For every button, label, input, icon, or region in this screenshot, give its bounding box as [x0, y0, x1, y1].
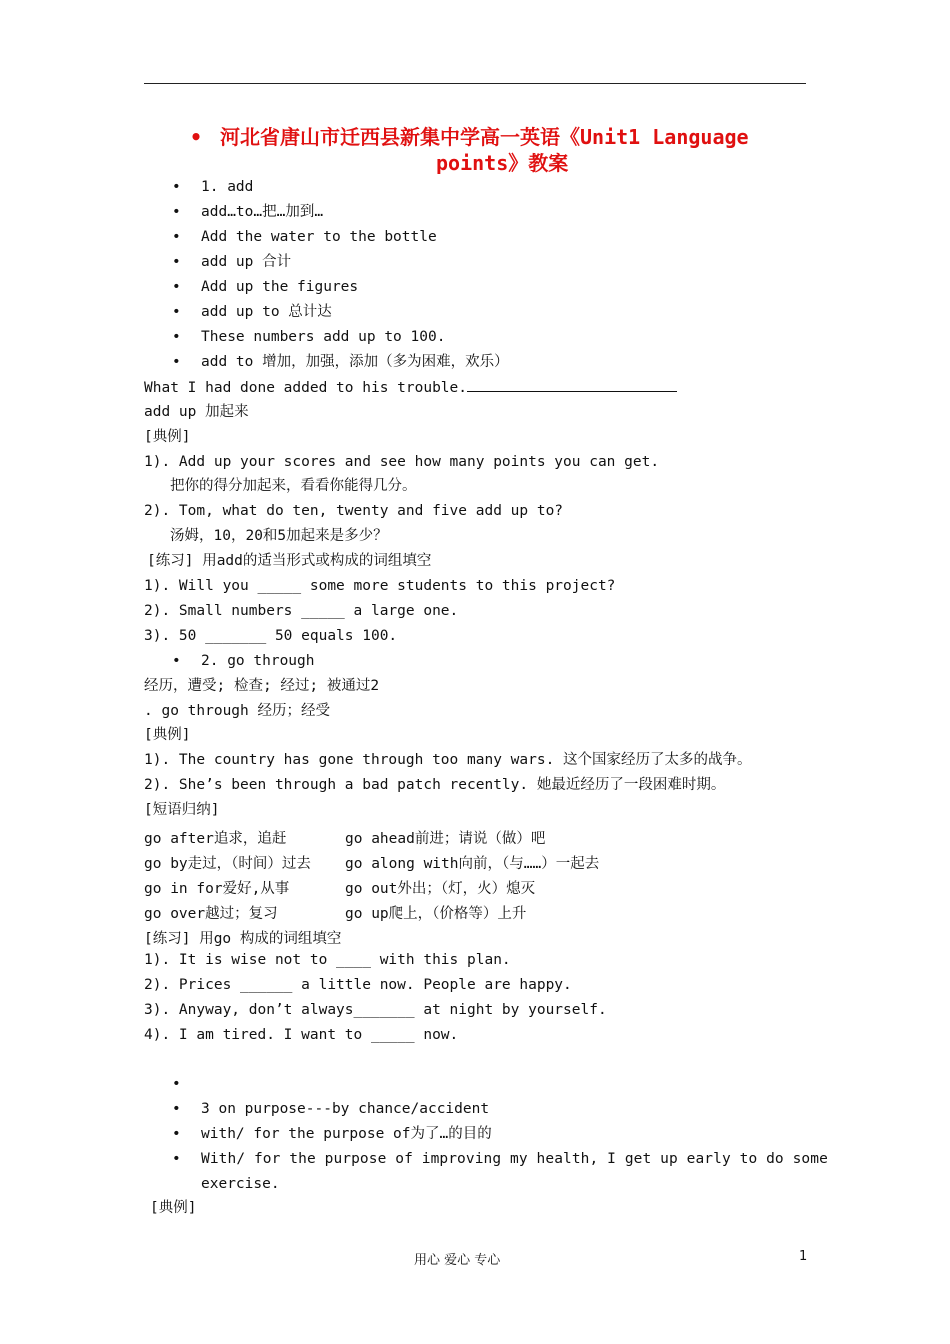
section-label: [练习] 用go 构成的词组填空	[144, 931, 342, 947]
section-label: [短语归纳]	[144, 802, 220, 818]
example-line: 2). She’s been through a bad patch recently. 她最近经历了一段困难时期。	[144, 777, 726, 793]
phrase-right: go up爬上，（价格等）上升	[345, 906, 527, 922]
phrase-right: go out外出；（灯，火）熄灭	[345, 881, 536, 897]
text-line: . go through 经历；经受	[144, 703, 330, 719]
example-en: 2). Tom, what do ten, twenty and five add up to?	[144, 503, 564, 519]
phrase-right: go along with向前，（与……）一起去	[345, 856, 600, 872]
example-zh: 汤姆，10，20和5加起来是多少？	[170, 528, 388, 544]
example-line: 1). The country has gone through too many wars. 这个国家经历了太多的战争。	[144, 752, 752, 768]
answer-blank	[467, 377, 677, 392]
phrase-left: go in for爱好,从事	[144, 881, 290, 897]
practice-item: 3). 50 _______ 50 equals 100.	[144, 628, 398, 644]
practice-item: 2). Small numbers _____ a large one.	[144, 603, 459, 619]
practice-item: 2). Prices ______ a little now. People are happy.	[144, 977, 572, 993]
practice-item: 1). Will you _____ some more students to this project?	[144, 578, 616, 594]
phrase-row	[144, 854, 600, 874]
footer-text: 用心 爱心 专心	[414, 1253, 501, 1268]
practice-item: 1). It is wise not to ____ with this plan.	[144, 952, 511, 968]
phrase-row	[144, 879, 536, 899]
phrase-row	[144, 904, 527, 924]
section-label: [典例]	[144, 727, 191, 743]
phrase-left: go over越过；复习	[144, 906, 278, 922]
title-line-1: 河北省唐山市迁西县新集中学高一英语《Unit1 Language	[220, 125, 749, 149]
text-line: add up 加起来	[144, 404, 249, 420]
title-line-2: points》教案	[436, 151, 569, 175]
section-label: [练习] 用add的适当形式或构成的词组填空	[147, 553, 432, 569]
title-bullet: •	[190, 125, 203, 149]
text-line: 经历，遭受; 检查; 经过; 被通过2	[144, 678, 380, 694]
phrase-left: go after追求，追赶	[144, 831, 287, 847]
page-number: 1	[799, 1249, 808, 1264]
practice-item: 3). Anyway, don’t always_______ at night by yourself.	[144, 1002, 607, 1018]
document-page: • 河北省唐山市迁西县新集中学高一英语《Unit1 Language points》教案 • 1. add • add…to…把…加到… • Add the water to the bottle • add up 合计 • Add up the figures • add up to 总计达 • These numbers add up to 100. • add to 增加，加强，添加（多为困难，欢乐） What I had done added to his trouble. add up 加起来 [典例] 1). Add up your scores and see how many points you can get. 把你的得分加起来，看看你能得几分。 2). Tom, what do ten, twenty and five add up to? 汤姆，10，20和5加起来是多少？ [练习] 用add的适当形式或构成的词组填空 1). Will you _____ some more students to this project? 2). Small numbers _____ a large one. 3). 50 _______ 50 equals 100. • 2. go through 经历，遭受; 检查; 经过; 被通过2 . go through 经历；经受 [典例] 1). The country has gone through too many wars. 这个国家经历了太多的战争。 2). She’s been through a bad patch recently. 她最近经历了一段困难时期。 [短语归纳] go after追求，追赶 go ahead前进；请说（做）吧 go by走过，（时间）过去 go along with向前，（与……）一起去 go in for爱好,从事 go out外出；（灯，火）熄灭 go over越过；复习 go up爬上，（价格等）上升 [练习] 用go 构成的词组填空 1). It is wise not to ____ with this plan. 2). Prices ______ a little now. People are happy. 3). Anyway, don’t always_______ at night by yourself. 4). I am tired. I want to _____ now. • • 3 on purpose---by chance/accident • with/ for the purpose of为了…的目的 • With/ for the purpose of improving my health, I get up early to do some exercise. [典例] 用心 爱心 专心 1	[0, 0, 950, 1344]
header-rule	[144, 83, 806, 84]
phrase-left: go by走过，（时间）过去	[144, 856, 311, 872]
phrase-row	[144, 829, 546, 849]
section-label: [典例]	[150, 1200, 197, 1216]
text-line: exercise.	[201, 1176, 280, 1192]
sentence-line: What I had done added to his trouble.	[144, 377, 677, 397]
example-zh: 把你的得分加起来，看看你能得几分。	[170, 478, 417, 494]
phrase-right: go ahead前进；请说（做）吧	[345, 831, 546, 847]
example-en: 1). Add up your scores and see how many points you can get.	[144, 454, 660, 470]
section-label: [典例]	[144, 429, 191, 445]
practice-item: 4). I am tired. I want to _____ now.	[144, 1027, 459, 1043]
